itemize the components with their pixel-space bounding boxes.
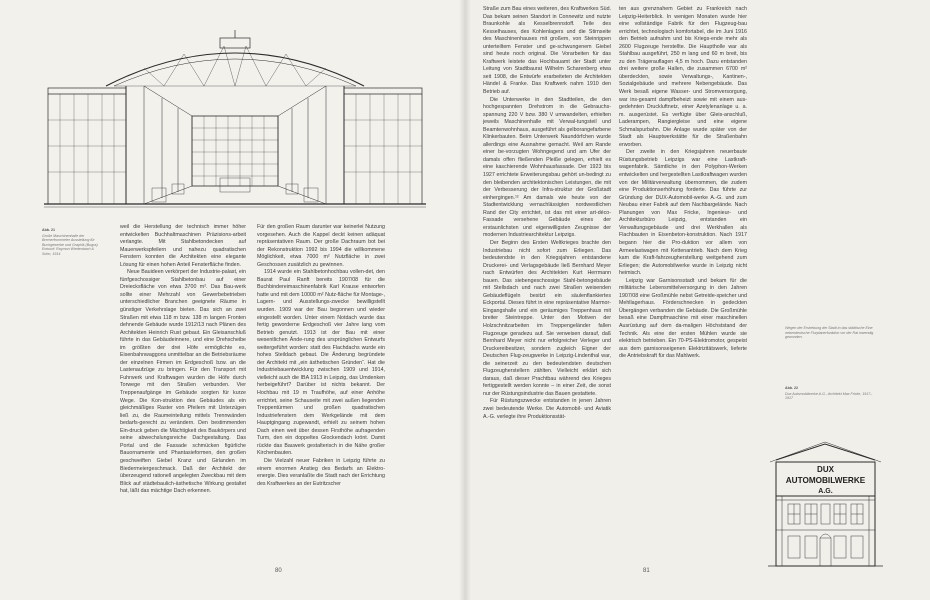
left-column-1 <box>120 224 246 554</box>
paragraph: Der zweite in den Kriegsjahren neuerbaute Rüstungsbetrieb Leipzigs war eine Lastkraft-wagenfabrik. Sämtliche in den Polyphon-Werken entwickelten und hergestellten Lastkraftwagen wurden von der Militärverwaltung übernommen, die zudem eine Produktionserhöhung forderte. Das führte zur Gründung der DUX-Automobil-werke A.-G. und zum Neubau einer Fabrik auf dem Nachbargelände. Nach Planungen von Max Fricke, Ingenieur- und Architekturbüro Leipzig, entstanden ein Verwaltungsgebäude und drei Werkhallen als Flachbauten in Eisenbeton-konstruktion. Nach 1917 begann hier die Pro-duktion vor allem von Armeelastwagen mit Kettenantrieb. Nach dem Krieg kam die Kraft-fahrzeugherstellung weitgehend zum Erliegen; die Automobilwerke wurde in Leipzig nicht heimisch. <box>619 149 747 277</box>
sign-ag: A.G. <box>818 488 833 495</box>
figure-21-text: Große Maschinenhalle der Bremerfrommeler Ausstellung für Buchgewerbe und Graphik (Bugra). Entwurf: Raymon Wiedenbach & Sohn, 1914 <box>42 233 99 256</box>
sign-automobilwerke: AUTOMOBILWERKE <box>785 476 866 485</box>
machine-hall-drawing <box>44 28 426 218</box>
margin-note <box>785 326 877 340</box>
paragraph: Für Rüstungszwecke entstanden in jenen Jahren zwei bedeutende Werke. Die Automobil- und Aviatik A.-G. verlegte ihre Produktionsstät- <box>483 398 611 420</box>
paragraph: Die Vielzahl neuer Fabriken in Leipzig führte zu einem enormen Anstieg des Bedarfs an Elektro-energie. Dies veranlaßte die Stadt nach der Errichtung des Kraftwerkes an der Eutritzscher <box>257 457 385 487</box>
paragraph: Für den großen Raum darunter war keinerlei Nutzung vorgesehen. Auch die Kappel deckt keinen adäquat repräsentativen Raum. Der große Dachraum bot bei der Rekonstruktion 1992 bis 1994 die willkommene Möglichkeit, etwa 7000 m² Nutzfläche in zwei Geschossen zusätzlich zu gewinnen. <box>257 224 385 268</box>
sign-dux: DUX <box>817 465 834 474</box>
left-page-number: 80 <box>275 568 282 574</box>
paragraph: Straße zum Bau eines weiteren, des Kraftwerkes Süd. Das bekam seinen Standort in Connewitz und nutzte Braunkohle als Kesselbrennstoff. Teile des Kesselhauses, des Kohlenlagers und die Stirnseite des Maschinenhauses mit großem, von Steinrippen unterteiltem Fenster und ge-schwungenem Giebel sind heute noch original. Die Vorarbeiten für das Kraftwerk leistete das Hochbauamt der Stadt unter Leitung von Stadtbaurat Wilhelm Scharenberg etwa seit 1908, die Entwürfe erarbeiteten die Architekten Händel & Franke. Das Kraftwerk nahm 1910 den Betrieb auf. <box>483 6 611 96</box>
paragraph: weil die Herstellung der technisch immer höher entwickelten Buchhaltmaschinen Präzisions-arbeit verlangte. Mit Stahlbetondecken auf Mauerwerkspfeilern und nahezu quadratischen Fenstern konnten die Architekten eine elegante Lösung für einen hohen Anteil Fensterfläche finden. <box>120 224 246 268</box>
paragraph: Die Unterwerke in den Stadtteilen, die den hochgespannten Drehstrom in die Gebrauchs-spannung 220 V bzw. 380 V umwandelten, erhielten jeweils Maschinenhalle mit Verwal-tungsteil und Beamtenwohnhaus, ausgeführt als gelborangefarbene Klinkerbauten. Beim Unterwerk Naundörfchen wurde allerdings eine Ausnahme gemacht. Weil am Rande einer be-vorzugten Wohngegend und am Ufer der damals offen fließenden Pleiße gelegen, erhielt es eine kaschierende Wohnhausfassade. Der 1923 bis 1927 errichtete Erweiterungsbau gehört un-bedingt zu den bleibenden architektonischen Leistungen, die mit der Verbesserung der Infra-struktur der Großstadt einhergingen.¹² Am damals wie heute von der Stadtentwicklung vernachlässigten nordwestlichen Rand der City errichtet, ist das mit einer art-déco-Fassade versehene Gebäude eines der erstaunlichsten und eigenwilligsten Zeugnisse der modernen Industriearchitektur Leipzigs. <box>483 96 611 239</box>
right-page-number: 81 <box>643 568 650 574</box>
figure-22-text: Dux Automobilwerke A.G., Architekt Max Fricke, 1917–1917 <box>785 391 873 401</box>
dux-building-drawing <box>768 440 883 570</box>
right-column-2 <box>619 6 747 486</box>
figure-22-caption <box>785 386 877 401</box>
figure-21-caption <box>42 228 102 257</box>
right-column-1 <box>483 6 611 558</box>
figure-22-label: Abb. 22 <box>785 386 798 390</box>
left-column-2 <box>257 224 385 554</box>
paragraph: Neue Bauideen verkörpert der Industrie-palast, ein fünfgeschossiger Stahlbetonbau auf einer Dreiecksfläche von etwa 3700 m². Das Bau-werk sollte einer Mehrzahl von Gewerbebetrieben unterschiedlicher Branchen geeignete Räume in günstiger Verkehrslage bieten. Das sich an zwei Straßen mit etwa 118 m bzw. 138 m langen Fronten dehnende Gebäude wurde 1912/13 nach Plänen des Architekten Heinrich Rust gebaut. Ein Gleisanschluß führte in das Gebäudeinnere, und eine Drehscheibe im größten der drei Höfe ermöglichte es, Eisenbahnwaggons unmittelbar an die Betriebsräume der einzelnen Firmen im Erdgeschoß bzw. an die Lastenaufzüge zu bringen. Für den Transport mit Fuhrwerk und Kraftwagen wurden die Höfe durch Torwege mit den Straßen verbunden. Vier Treppenaufgänge im Gebäude sorgten für kurze Wege. Die Kon-struktion des Gebäudes als ein gleichmäßiges Raster von Pfeilern mit Unterzügen ließ zu, die Raumeinteilung mittels Trennwänden bedarfs-gerecht zu verändern. Den bestimmenden Ein-druck geben die Mächtigkeit des Baukörpers und seine abwechslungsreiche Dachgestaltung. Das Portal und die Fassade schmücken figürliche Bauornamente und Phantasieformen, den großen geschweiften Giebel Kranz und Girlanden im Biedermeiergeschmack. Daß der Architekt der überzeugend rationell angelegten Zweckbau mit dem Blick auf städtebaulich-ästhetische Wirkung gestaltet hat, läßt das mächtige Dach erkennen. <box>120 269 246 495</box>
paragraph: Der Beginn des Ersten Weltkrieges brachte den Industriebau nicht sofort zum Erliegen. Das bedeutendste in den Kriegsjahren entstandene Druckerei- und Verlagsgebäude ließ Bernhard Meyer nach Entwürfen des Architekten Kurt Herrmann bauen. Das siebengeschossige Stahl-betongebäude mit Stellsdach und nach zwei Straßen weisenden Gebäudeflügeln besitzt ein säulenflankiertes Eckportal. Dieses führt in eine repräsentative Marmor-Eingangshalle und ein geräumiges Treppenhaus mit breiter Steintreppe. Unter den Motiven der Holzschnitzarbeiten im Treppengeländer fallen Flugzeuge geradezu auf. Sie verweisen darauf, daß Bernhard Meyer nicht nur erfolgreicher Verleger und Druckereibesitzer, sondern zugleich Eigner der Deutschen Flug-zeugwerke in Leipzig-Lindenthal war, die seinerzeit zu den bedeutendsten deutschen Flugzeugherstellern zählten. Vielleicht erklärt sich daraus, daß dieser Prachtbau während des Krieges fertiggestellt werden konnte – in einer Zeit, die sonst nur der Rüstungsindustrie das Bauen gestattete. <box>483 239 611 397</box>
figure-21-label: Abb. 21 <box>42 228 55 232</box>
paragraph: Leipzig war Garnisonsstadt und bekam für die militärische Lebensmittelversorgung in den Jahren 1907/08 eine Großmühle nebst Getreide-speicher und Mehllagerhaus. Förderschnecken in gedeckten Übergängen verbanden die Gebäude. Die Großmühle besaß eine Dampfmaschine mit einer maschinellen Ausrüstung auf dem da-maligen Höchststand der Technik. Als eine der ersten Mühlen wurde sie elektrisch betrieben. Ein 70-PS-Elektromotor, gespeist aus dem garnisonseigenen Elektrizitätswerk, lieferte die Antriebskraft für das Mahlwerk. <box>619 277 747 360</box>
paragraph: 1914 wurde ein Stahlbetonhochbau vollen-det, den Baurat Paul Ranft bereits 1907/08 für die Buchbindereimaschinenfabrik Karl Krause entworfen hatte und mit dem 10000 m² Nutz-fläche für Montage-, Lagern- und Ausstellungs-zwecke bewilligstellt wurden. 1909 war der Bau begonnen und wieder eingestellt worden. Unter einem Notdach wurde das fertig geworderne Erdgeschoß vier Jahre lang vom Betrieb genutzt. 1913 ist der Bau mit einer wesentlichen Ände-rung des ursprünglichen Entwurfs weitergeführt worden: statt des Flachdachs wurde ein hohes Steildach gebaut. Die Änderung begründete der Architekt mit „ein ästhetischen Gründen“. Hat die Industriebauentwicklung zwischen 1909 und 1914, vielleicht auch die IBA 1913 in Leipzig, das Umdenken herbeigeführt? Darüber ist nichts bekannt. Der Hochbau mit 19 m Traufhöhe, auf einer Anhöhe errichtet, seine Schauseite mit zwei außen liegenden Treppentürmen und großen quadratischen Industriefenstern dem Werkgelände mit dem Hauptgingang zugewandt, erhielt zu seinem hohen Dach einen weit über dessen Firsthöhe aufragenden Turm, den ein doppeltes Glockendach krönt. Damit rückte das Bauwerk gestalterisch in die Nähe großer Kirchenbauten. <box>257 269 385 457</box>
margin-note-text: Wegen der Erstrebung der Stadt in das städtische Eine nebendeutsche Flurplanerfunktion vor der Rat inwendig gewonden. <box>785 326 874 340</box>
paragraph: ten aus grenznahem Gebiet zu Frankreich nach Leipzig-Heiterblick. In wenigen Monaten wurde hier eine vollständige Fabrik für den Flugzeug-bau errichtet, technologisch komfortabel, die im Juni 1916 den Betrieb aufnahm und bis Kriegs-ende mehr als 2600 Flugzeuge herstellte. Die Hauptholle war als Stahlbau ausgeführt, 250 m lang und 60 m breit, bis zu den Trägerauflagen 4,5 m hoch. Dazu entstanden drei weitere große Hallen, die zusammen 6700 m² überdeckten, sowie Verwaltungs-, Kantinen-, Sozialgebäude und mehrere Nebengebäude. Das Werk besaß eigene Wasser- und Stromversorgung, war ins-gesamt dampfbeheizt sowie mit einem aus-gedehnten Druckluftnetz, einer Azetylenanlage u. a. m. ausgerüstet. Es verfügte über Gleis-anschluß, Laderampen, Rangiergleise und eine eigene Schmalspurbahn. Die Anlage wurde später von der Stadt als Hauptwerkstätte für die Straßenbahn erworben. <box>619 6 747 148</box>
book-gutter-shadow <box>459 0 471 600</box>
